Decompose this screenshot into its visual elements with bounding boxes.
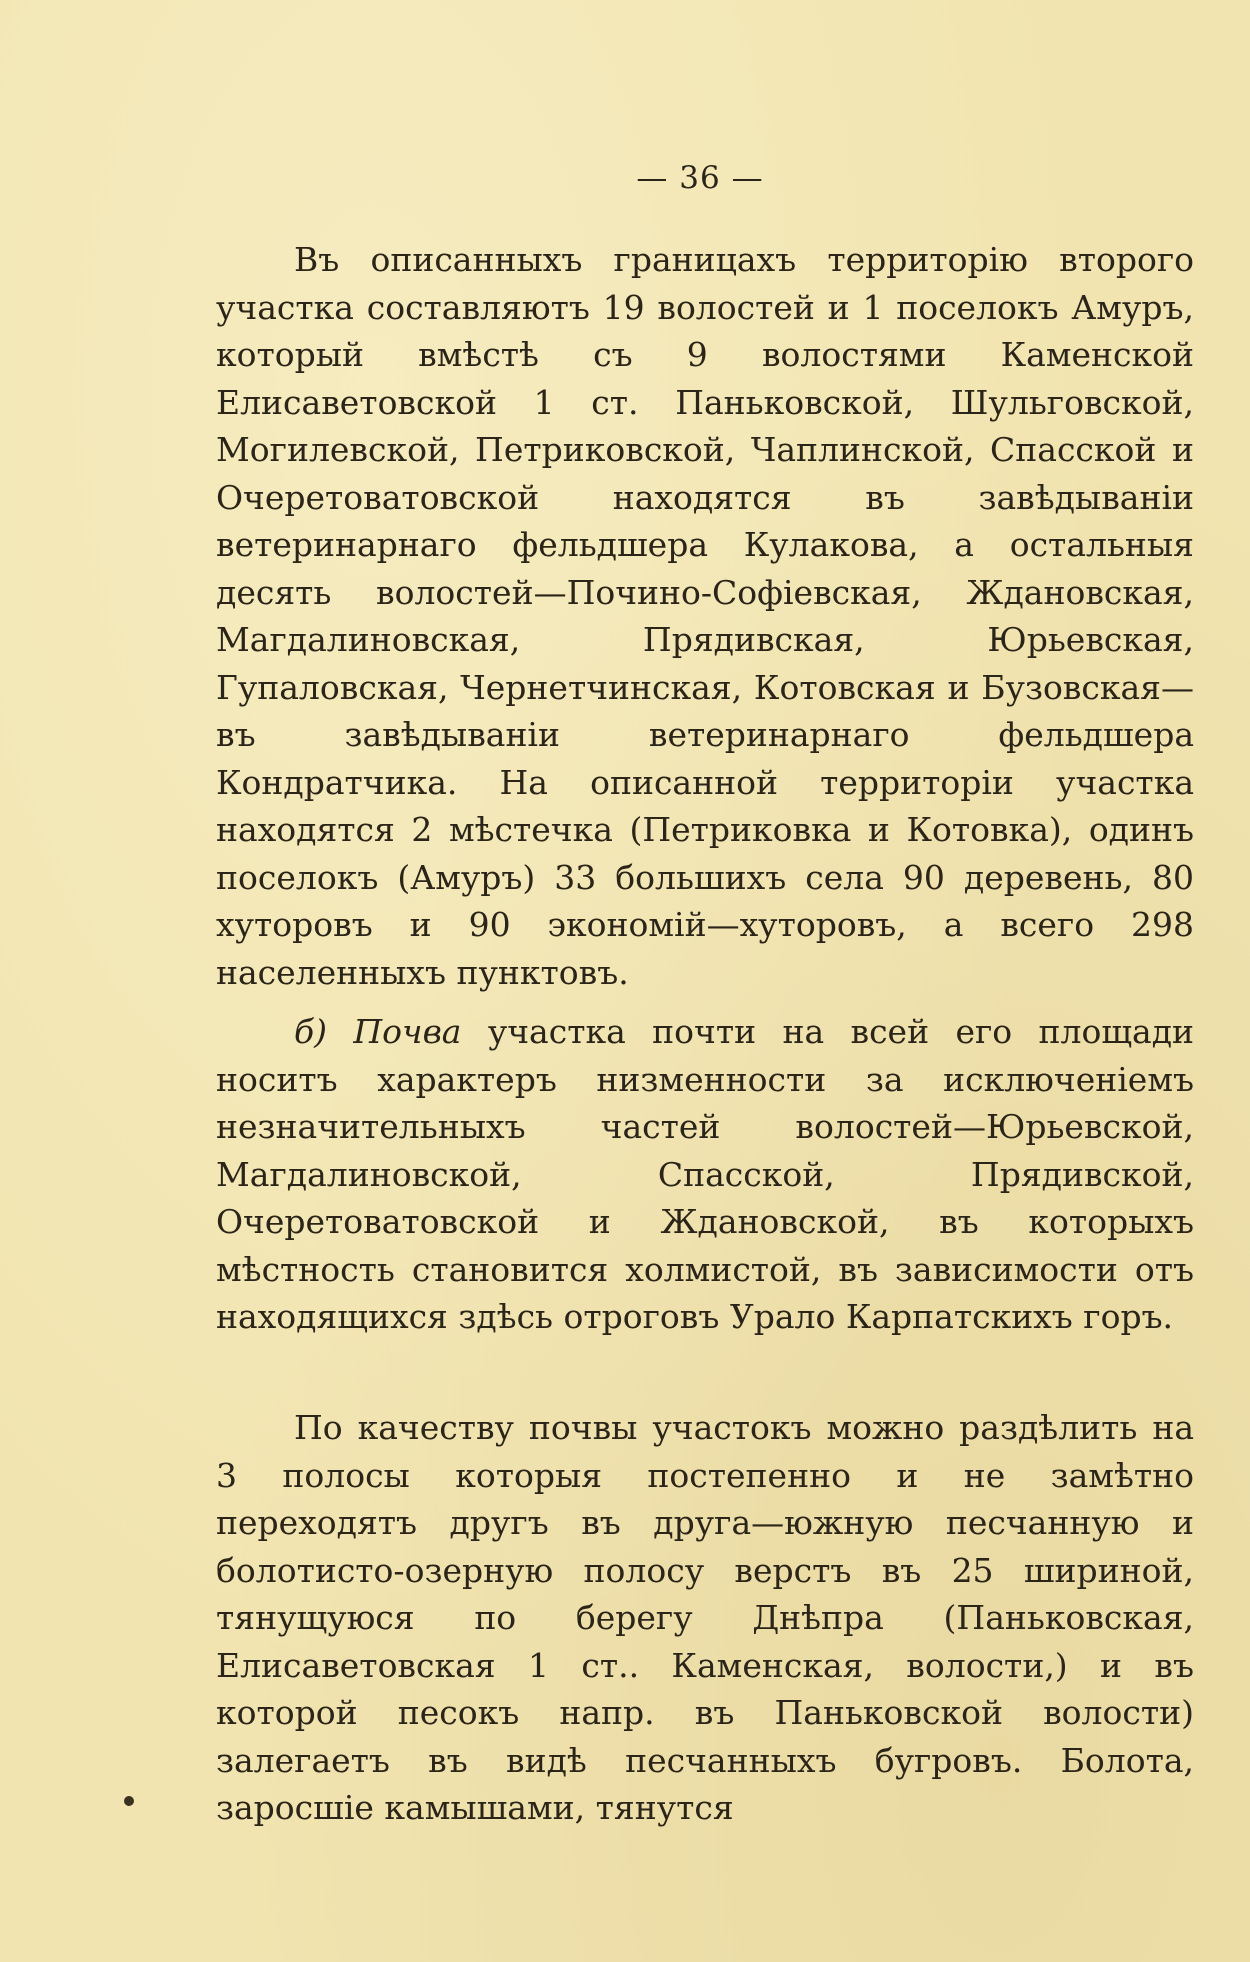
paragraph-soil [216, 1008, 1194, 1341]
page-number: — 36 — [636, 160, 764, 196]
paragraph-text: Въ описанныхъ границахъ территорію второго участка составляютъ 19 волостей и 1 поселокъ Амуръ, который вмѣстѣ съ 9 волостями Каменской Елисаветовской 1 ст. Паньковской, Шульговской, Могилевской, Петриковской, Чаплинской, Спасской и Очеретоватовской находятся въ завѣдываніи ветеринарнаго фельдшера Кулакова, а остальныя десять волостей—Почино-Софіевская, Ждановская, Магдалиновская, Прядивская, Юрьевская, Гупаловская, Чернетчинская, Котовская и Бузовская—въ завѣдываніи ветеринарнаго фельдшера Кондратчика. На описанной территоріи участка находятся 2 мѣстечка (Петриковка и Котовка), одинъ поселокъ (Амуръ) 33 большихъ села 90 деревень, 80 хуторовъ и 90 экономій—хуторовъ, а всего 298 населенныхъ пунктовъ. [216, 240, 1194, 992]
paragraph-body: участка почти на всей его площади носитъ характеръ низменности за исключеніемъ незначительныхъ частей волостей—Юрьевской, Магдалиновской, Спасской, Прядивской, Очеретоватовской и Ждановской, въ которыхъ мѣстность становится холмистой, въ зависимости отъ находящихся здѣсь отроговъ Урало Карпатскихъ горъ. [216, 1012, 1195, 1336]
section-heading-soil: б) Почва [294, 1012, 462, 1051]
paragraph-territory [216, 236, 1194, 996]
paragraph-soil-quality [216, 1404, 1194, 1832]
paragraph-text: По качеству почвы участокъ можно раздѣлить на 3 полосы которыя постепенно и не замѣтно переходятъ другъ въ друга—южную песчанную и болотисто-озерную полосу верстъ въ 25 шириной, тянущуюся по берегу Днѣпра (Паньковская, Елисаветовская 1 ст.. Каменская, волости,) и въ которой песокъ напр. въ Паньковской волости) залегаетъ въ видѣ песчанныхъ бугровъ. Болота, заросшіе камышами, тянутся [216, 1408, 1194, 1827]
paragraph-text [216, 1008, 1194, 1341]
ink-speck [124, 1796, 134, 1806]
